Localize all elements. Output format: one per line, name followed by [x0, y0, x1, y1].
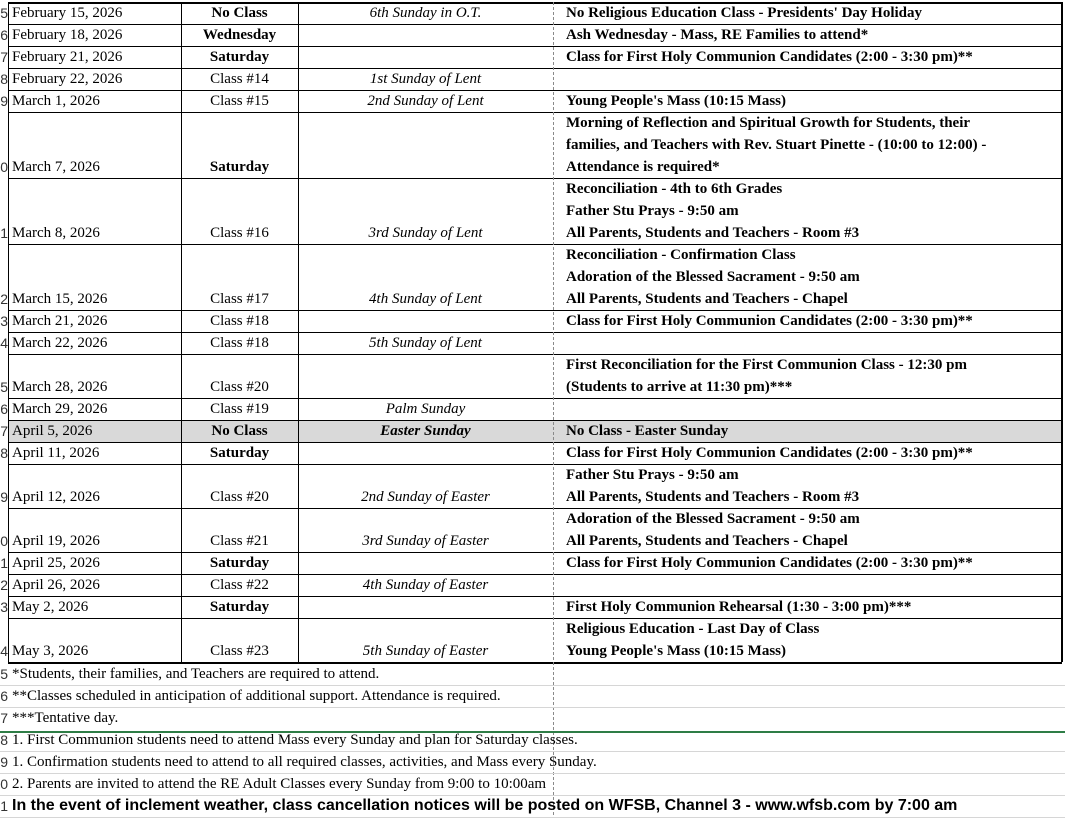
grid-line — [8, 508, 1062, 509]
note-cell[interactable]: (Students to arrive at 11:30 pm)*** — [566, 379, 793, 395]
grid-line — [8, 244, 1062, 245]
row-number: 8 — [0, 71, 8, 87]
footnote-text[interactable]: 1. First Communion students need to attend Mass every Sunday and plan for Saturday classes. — [12, 732, 578, 748]
grid-line — [8, 178, 1062, 179]
date-cell[interactable]: April 11, 2026 — [12, 445, 100, 461]
column-border — [8, 2, 9, 662]
grid-line — [8, 618, 1062, 619]
grid-line — [8, 332, 1062, 333]
date-cell[interactable]: April 5, 2026 — [12, 423, 93, 439]
note-cell[interactable]: Class for First Holy Communion Candidates (2:00 - 3:30 pm)** — [566, 555, 973, 571]
note-cell[interactable]: All Parents, Students and Teachers - Room #3 — [566, 225, 860, 241]
row-number: 2 — [0, 577, 8, 593]
date-cell[interactable]: February 21, 2026 — [12, 49, 123, 65]
liturgical-cell[interactable]: 2nd Sunday of Lent — [367, 93, 484, 109]
footnote-text[interactable]: **Classes scheduled in anticipation of additional support. Attendance is required. — [12, 688, 501, 704]
note-cell[interactable]: All Parents, Students and Teachers - Chapel — [566, 291, 848, 307]
column-dashed-border — [553, 2, 554, 815]
grid-line — [8, 68, 1062, 69]
row-number: 1 — [0, 225, 8, 241]
liturgical-cell[interactable]: 5th Sunday of Easter — [362, 643, 489, 659]
grid-line — [8, 398, 1062, 399]
column-border — [1061, 2, 1063, 662]
class-cell[interactable]: Class #20 — [210, 489, 269, 505]
grid-line — [8, 574, 1062, 575]
row-number: 0 — [0, 159, 8, 175]
grid-line — [8, 442, 1062, 443]
note-cell[interactable]: Adoration of the Blessed Sacrament - 9:50 am — [566, 511, 860, 527]
row-number: 8 — [0, 445, 8, 461]
note-cell[interactable]: All Parents, Students and Teachers - Chapel — [566, 533, 848, 549]
footnote-text[interactable]: *Students, their families, and Teachers are required to attend. — [12, 666, 380, 682]
note-cell[interactable]: Religious Education - Last Day of Class — [566, 621, 820, 637]
row-number: 5 — [0, 379, 8, 395]
date-cell[interactable]: March 28, 2026 — [12, 379, 108, 395]
class-cell[interactable]: Saturday — [209, 599, 270, 615]
class-cell[interactable]: Class #18 — [210, 335, 269, 351]
note-cell[interactable]: Class for First Holy Communion Candidates (2:00 - 3:30 pm)** — [566, 49, 973, 65]
date-cell[interactable]: April 25, 2026 — [12, 555, 100, 571]
note-cell[interactable]: First Reconciliation for the First Communion Class - 12:30 pm — [566, 357, 967, 373]
row-number: 8 — [0, 732, 8, 748]
footnote-text[interactable]: ***Tentative day. — [12, 710, 119, 726]
class-cell[interactable]: No Class — [211, 5, 268, 21]
date-cell[interactable]: April 19, 2026 — [12, 533, 100, 549]
class-cell[interactable]: Class #23 — [210, 643, 269, 659]
footnote-text[interactable]: 2. Parents are invited to attend the RE Adult Classes every Sunday from 9:00 to 10:00am — [12, 776, 547, 792]
note-cell[interactable]: Class for First Holy Communion Candidates (2:00 - 3:30 pm)** — [566, 445, 973, 461]
grid-line — [8, 24, 1062, 25]
note-cell[interactable]: Ash Wednesday - Mass, RE Families to attend* — [566, 27, 869, 43]
date-cell[interactable]: February 15, 2026 — [12, 5, 123, 21]
note-cell[interactable]: No Religious Education Class - Presidents' Day Holiday — [566, 5, 923, 21]
grid-line — [8, 552, 1062, 553]
class-cell[interactable]: Wednesday — [202, 27, 277, 43]
class-cell[interactable]: Class #20 — [210, 379, 269, 395]
class-cell[interactable]: Saturday — [209, 159, 270, 175]
row-number: 1 — [0, 798, 8, 814]
class-cell[interactable]: Class #17 — [210, 291, 269, 307]
row-number: 2 — [0, 291, 8, 307]
row-number: 0 — [0, 533, 8, 549]
grid-line — [8, 2, 1062, 4]
row-number: 6 — [0, 27, 8, 43]
class-cell[interactable]: Class #21 — [210, 533, 269, 549]
grid-line — [8, 420, 1062, 421]
liturgical-cell[interactable]: 4th Sunday of Easter — [362, 577, 489, 593]
grid-line — [8, 90, 1062, 91]
note-cell[interactable]: Class for First Holy Communion Candidates (2:00 - 3:30 pm)** — [566, 313, 973, 329]
liturgical-cell[interactable]: 6th Sunday in O.T. — [369, 5, 482, 21]
column-border — [181, 2, 182, 662]
row-number: 0 — [0, 776, 8, 792]
grid-line — [8, 310, 1062, 311]
class-cell[interactable]: Class #15 — [210, 93, 269, 109]
date-cell[interactable]: March 22, 2026 — [12, 335, 108, 351]
note-cell[interactable]: Adoration of the Blessed Sacrament - 9:50 am — [566, 269, 860, 285]
row-number: 7 — [0, 423, 8, 439]
liturgical-cell[interactable]: 1st Sunday of Lent — [369, 71, 482, 87]
note-cell[interactable]: families, and Teachers with Rev. Stuart Pinette - (10:00 to 12:00) - — [566, 137, 987, 153]
grid-line — [8, 112, 1062, 113]
row-number: 4 — [0, 643, 8, 659]
row-number: 5 — [0, 666, 8, 682]
date-cell[interactable]: March 29, 2026 — [12, 401, 108, 417]
date-cell[interactable]: March 21, 2026 — [12, 313, 108, 329]
date-cell[interactable]: April 26, 2026 — [12, 577, 100, 593]
row-number: 3 — [0, 313, 8, 329]
liturgical-cell[interactable]: 5th Sunday of Lent — [369, 335, 482, 351]
row-number: 6 — [0, 401, 8, 417]
row-number: 9 — [0, 754, 8, 770]
note-cell[interactable]: Reconciliation - Confirmation Class — [566, 247, 796, 263]
liturgical-cell[interactable]: Easter Sunday — [380, 423, 471, 439]
class-cell[interactable]: Class #19 — [210, 401, 269, 417]
class-cell[interactable]: Class #16 — [210, 225, 269, 241]
row-number: 6 — [0, 688, 8, 704]
date-cell[interactable]: May 3, 2026 — [12, 643, 89, 659]
row-number: 5 — [0, 5, 8, 21]
class-cell[interactable]: Saturday — [209, 445, 270, 461]
date-cell[interactable]: March 8, 2026 — [12, 225, 100, 241]
row-number: 7 — [0, 710, 8, 726]
note-cell[interactable]: Morning of Reflection and Spiritual Growth for Students, their — [566, 115, 971, 131]
note-cell[interactable]: Reconciliation - 4th to 6th Grades — [566, 181, 783, 197]
class-cell[interactable]: Class #14 — [210, 71, 269, 87]
class-cell[interactable]: Saturday — [209, 49, 270, 65]
class-cell[interactable]: Class #22 — [210, 577, 269, 593]
note-cell[interactable]: Father Stu Prays - 9:50 am — [566, 203, 739, 219]
liturgical-cell[interactable]: Palm Sunday — [385, 401, 466, 417]
date-cell[interactable]: May 2, 2026 — [12, 599, 89, 615]
row-number: 1 — [0, 555, 8, 571]
liturgical-cell[interactable]: 2nd Sunday of Easter — [361, 489, 490, 505]
note-cell[interactable]: First Holy Communion Rehearsal (1:30 - 3:00 pm)*** — [566, 599, 912, 615]
class-cell[interactable]: Saturday — [209, 555, 270, 571]
grid-line — [8, 596, 1062, 597]
note-cell[interactable]: All Parents, Students and Teachers - Room #3 — [566, 489, 860, 505]
grid-line — [8, 46, 1062, 47]
class-cell[interactable]: Class #18 — [210, 313, 269, 329]
date-cell[interactable]: March 1, 2026 — [12, 93, 100, 109]
note-cell[interactable]: No Class - Easter Sunday — [566, 423, 729, 439]
date-cell[interactable]: March 15, 2026 — [12, 291, 108, 307]
date-cell[interactable]: February 18, 2026 — [12, 27, 123, 43]
row-number: 4 — [0, 335, 8, 351]
date-cell[interactable]: April 12, 2026 — [12, 489, 100, 505]
note-cell[interactable]: Father Stu Prays - 9:50 am — [566, 467, 739, 483]
note-cell[interactable]: Young People's Mass (10:15 Mass) — [566, 93, 786, 109]
liturgical-cell[interactable]: 4th Sunday of Lent — [369, 291, 482, 307]
row-number: 3 — [0, 599, 8, 615]
class-cell[interactable]: No Class — [211, 423, 268, 439]
grid-line — [8, 464, 1062, 465]
row-number: 9 — [0, 489, 8, 505]
column-border — [298, 2, 299, 662]
note-cell[interactable]: Young People's Mass (10:15 Mass) — [566, 643, 786, 659]
note-cell[interactable]: Attendance is required* — [566, 159, 720, 175]
row-number: 7 — [0, 49, 8, 65]
grid-line — [8, 354, 1062, 355]
date-cell[interactable]: February 22, 2026 — [12, 71, 123, 87]
date-cell[interactable]: March 7, 2026 — [12, 159, 100, 175]
liturgical-cell[interactable]: 3rd Sunday of Easter — [362, 533, 489, 549]
footnote-text[interactable]: In the event of inclement weather, class cancellation notices will be posted on WFSB, Channel 3 - www.wfsb.com by 7:00 am — [12, 797, 958, 814]
liturgical-cell[interactable]: 3rd Sunday of Lent — [368, 225, 483, 241]
row-number: 9 — [0, 93, 8, 109]
footnote-text[interactable]: 1. Confirmation students need to attend to all required classes, activities, and Mass every Sunday. — [12, 754, 597, 770]
gridline — [0, 707, 1065, 708]
